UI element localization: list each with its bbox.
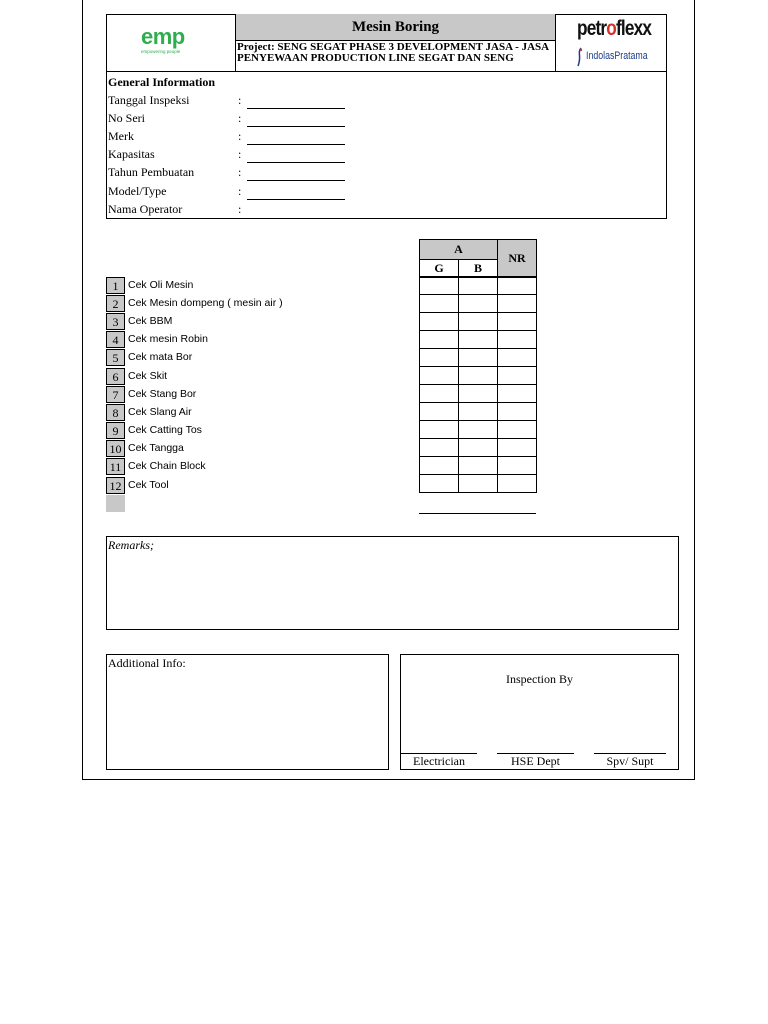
checklist-grid: [419, 276, 537, 493]
check-cell-b[interactable]: [459, 367, 498, 385]
additional-info-label: Additional Info:: [108, 656, 186, 670]
grid-row: [420, 313, 537, 331]
petroflexx-logo-part: petr: [577, 17, 607, 40]
check-cell-g[interactable]: [420, 277, 459, 295]
empty-number-cell: [106, 495, 125, 512]
check-cell-nr[interactable]: [498, 349, 537, 367]
field-label-no-seri: No Seri: [108, 111, 145, 125]
field-colon: :: [238, 129, 242, 143]
checklist-item: Cek Skit: [128, 370, 168, 382]
check-cell-b[interactable]: [459, 385, 498, 403]
check-cell-nr[interactable]: [498, 475, 537, 493]
inspection-title: Inspection By: [506, 672, 573, 686]
field-label-kapasitas: Kapasitas: [108, 147, 155, 161]
checklist-item: Cek Tangga: [128, 442, 184, 454]
item-number: 11: [106, 458, 125, 475]
field-line-merk[interactable]: [247, 144, 345, 145]
checklist-item: Cek Oli Mesin: [128, 279, 194, 291]
grid-row: [420, 349, 537, 367]
check-cell-g[interactable]: [420, 457, 459, 475]
checklist-item: Cek Stang Bor: [128, 388, 197, 400]
item-number: 9: [106, 422, 125, 439]
grid-row: [420, 385, 537, 403]
general-info-title: General Information: [108, 75, 215, 89]
check-cell-nr[interactable]: [498, 439, 537, 457]
remarks-label: Remarks;: [108, 538, 154, 552]
signer-spv: Spv/ Supt: [606, 754, 654, 768]
field-colon: :: [238, 147, 242, 161]
signer-hse: HSE Dept: [511, 754, 560, 768]
field-colon: :: [238, 165, 242, 179]
item-number: 3: [106, 313, 125, 330]
field-line-tahun[interactable]: [247, 180, 345, 181]
petroflexx-logo: [577, 17, 651, 41]
field-label-tahun: Tahun Pembuatan: [108, 165, 195, 179]
indolas-mark-icon: [576, 47, 583, 67]
checklist-item: Cek Tool: [128, 479, 169, 491]
check-cell-b[interactable]: [459, 457, 498, 475]
grid-row: [420, 457, 537, 475]
item-number: 6: [106, 368, 125, 385]
petroflexx-logo-part: flexx: [615, 17, 652, 40]
check-cell-b[interactable]: [459, 439, 498, 457]
remarks-box[interactable]: [106, 536, 679, 630]
check-cell-b[interactable]: [459, 277, 498, 295]
check-cell-b[interactable]: [459, 331, 498, 349]
col-g-header: G: [420, 260, 459, 278]
item-number: 12: [106, 477, 125, 494]
check-cell-g[interactable]: [420, 349, 459, 367]
field-colon: :: [238, 184, 242, 198]
check-cell-g[interactable]: [420, 385, 459, 403]
checklist-item: Cek Slang Air: [128, 406, 192, 418]
checklist-item: Cek BBM: [128, 315, 173, 327]
field-line-no-seri[interactable]: [247, 126, 345, 127]
check-cell-b[interactable]: [459, 349, 498, 367]
check-cell-nr[interactable]: [498, 295, 537, 313]
check-cell-g[interactable]: [420, 421, 459, 439]
grid-row: [420, 331, 537, 349]
check-cell-g[interactable]: [420, 295, 459, 313]
item-number: 7: [106, 386, 125, 403]
field-label-model: Model/Type: [108, 184, 167, 198]
grid-row: [420, 367, 537, 385]
pratama-text: Pratama: [614, 50, 648, 62]
check-cell-b[interactable]: [459, 421, 498, 439]
check-cell-b[interactable]: [459, 475, 498, 493]
item-number: 1: [106, 277, 125, 294]
grid-row: [420, 277, 537, 295]
emp-logo: emp: [141, 24, 185, 49]
project-text: Project: SENG SEGAT PHASE 3 DEVELOPMENT JASA - JASA PENYEWAAN PRODUCTION LINE SEGAT DAN SENG: [237, 41, 549, 64]
item-number: 2: [106, 295, 125, 312]
checklist-item: Cek Chain Block: [128, 460, 206, 472]
indolas-text: Indolas: [586, 50, 615, 62]
check-cell-g[interactable]: [420, 313, 459, 331]
grid-row: [420, 439, 537, 457]
check-cell-b[interactable]: [459, 313, 498, 331]
check-cell-nr[interactable]: [498, 331, 537, 349]
grid-row: [420, 475, 537, 493]
field-colon: :: [238, 202, 242, 216]
check-cell-g[interactable]: [420, 403, 459, 421]
grid-row: [420, 421, 537, 439]
check-cell-g[interactable]: [420, 439, 459, 457]
check-cell-g[interactable]: [420, 331, 459, 349]
general-info-box: [106, 72, 667, 219]
item-number: 4: [106, 331, 125, 348]
check-cell-b[interactable]: [459, 295, 498, 313]
checklist-item: Cek Catting Tos: [128, 424, 202, 436]
petroflexx-logo-o: o: [606, 17, 616, 40]
field-line-kapasitas[interactable]: [247, 162, 345, 163]
check-cell-g[interactable]: [420, 367, 459, 385]
emp-logo-tagline: empowering people: [141, 49, 181, 54]
field-label-tanggal: Tanggal Inspeksi: [108, 93, 190, 107]
check-cell-nr[interactable]: [498, 313, 537, 331]
item-number: 8: [106, 404, 125, 421]
field-colon: :: [238, 111, 242, 125]
check-cell-nr[interactable]: [498, 403, 537, 421]
field-line-model[interactable]: [247, 199, 345, 200]
field-colon: :: [238, 93, 242, 107]
item-number: 5: [106, 349, 125, 366]
grid-footer-line: [419, 513, 536, 514]
checklist-item: Cek mesin Robin: [128, 333, 208, 345]
additional-info-box[interactable]: [106, 654, 389, 770]
col-a-header: A: [420, 240, 498, 260]
check-cell-nr[interactable]: [498, 385, 537, 403]
grid-row: [420, 403, 537, 421]
document-title: Mesin Boring: [236, 14, 555, 41]
field-label-operator: Nama Operator: [108, 202, 183, 216]
field-label-merk: Merk: [108, 129, 134, 143]
signer-electrician: Electrician: [413, 754, 465, 768]
check-cell-nr[interactable]: [498, 421, 537, 439]
check-cell-nr[interactable]: [498, 367, 537, 385]
check-cell-g[interactable]: [420, 475, 459, 493]
checklist-item: Cek Mesin dompeng ( mesin air ): [128, 297, 283, 309]
check-cell-nr[interactable]: [498, 277, 537, 295]
col-b-header: B: [459, 260, 498, 278]
checklist-item: Cek mata Bor: [128, 351, 193, 363]
grid-row: [420, 295, 537, 313]
check-cell-nr[interactable]: [498, 457, 537, 475]
col-nr-header: NR: [498, 240, 537, 278]
field-line-tanggal[interactable]: [247, 108, 345, 109]
item-number: 10: [106, 440, 125, 457]
check-cell-b[interactable]: [459, 403, 498, 421]
indolas-pratama-text: [586, 50, 648, 62]
checklist-header: [419, 239, 537, 278]
